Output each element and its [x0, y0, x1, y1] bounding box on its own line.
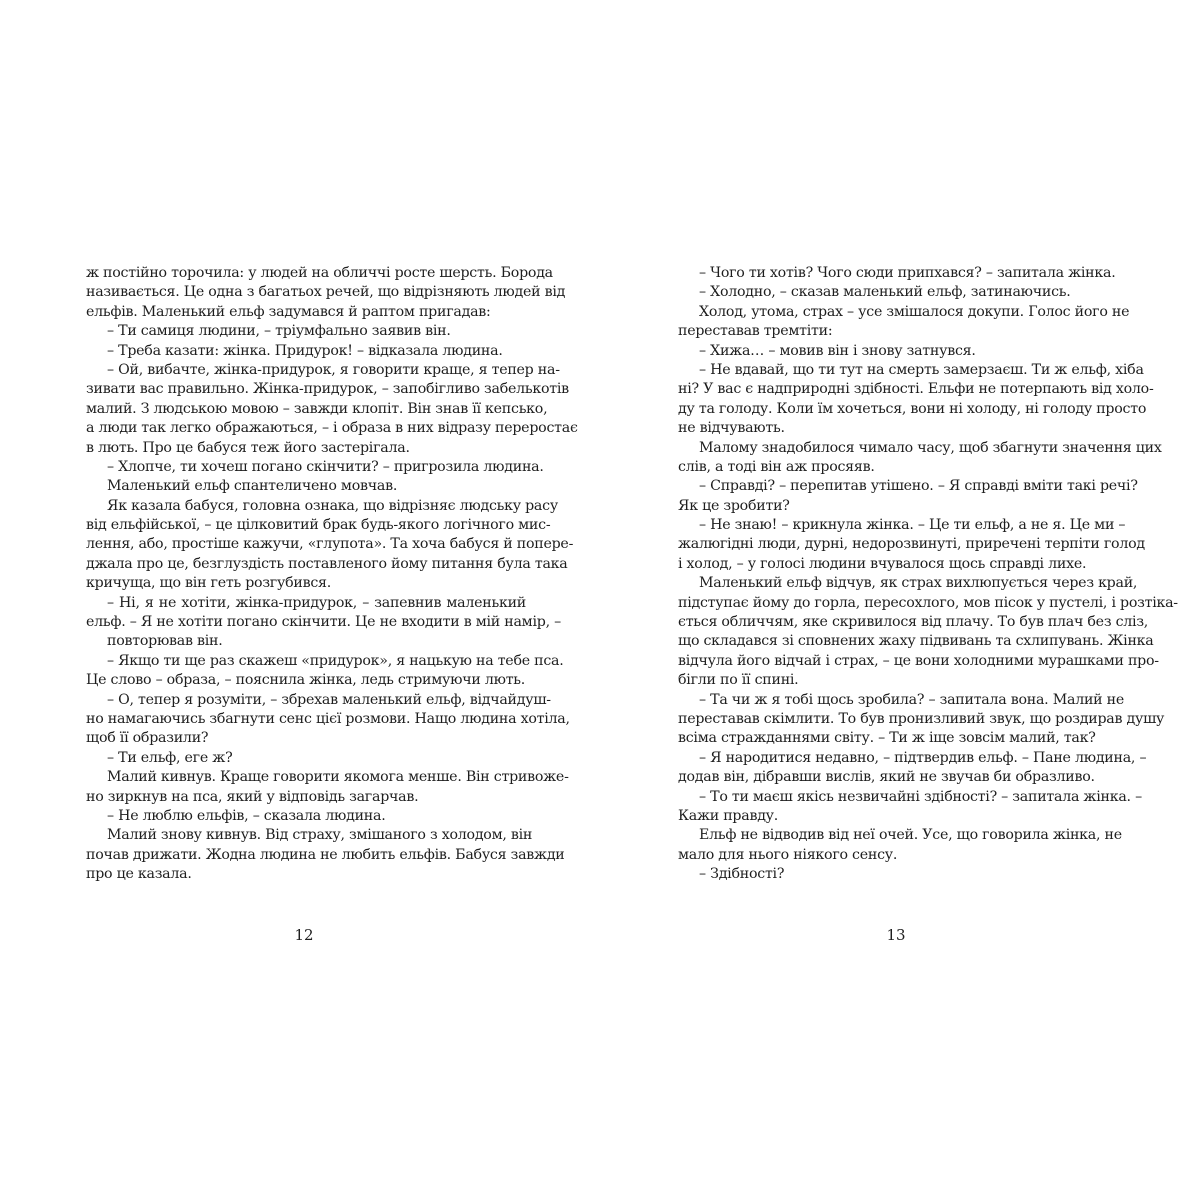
text-line: – Я народитися недавно, – підтвердив ельф. – Пане людина, –: [699, 749, 1147, 766]
right-page-text: [678, 264, 1178, 885]
text-line: ється обличчям, яке скривилося від плачу. То був плач без сліз,: [678, 614, 1149, 631]
text-line: почав дрижати. Жодна людина не любить ельфів. Бабуся завжди: [86, 846, 565, 863]
text-line: зивати вас правильно. Жінка-придурок, – запобігливо забелькотів: [86, 381, 569, 398]
text-line: – Справді? – перепитав утішено. – Я справді вміти такі речі?: [699, 478, 1138, 495]
text-line: мало для нього ніякого сенсу.: [678, 846, 898, 863]
text-line: переставав тремтіти:: [678, 323, 833, 340]
text-line: бігли по її спині.: [678, 672, 799, 689]
text-line: Ельф не відводив від неї очей. Усе, що говорила жінка, не: [699, 827, 1122, 844]
text-line: кричуща, що він геть розгубився.: [86, 575, 331, 592]
text-line: – Ні, я не хотіти, жінка-придурок, – запевнив маленький: [107, 594, 526, 611]
text-line: Малий кивнув. Краще говорити якомога менше. Він стривоже-: [107, 769, 569, 786]
text-line: Як казала бабуся, головна ознака, що відрізняє людську расу: [107, 497, 558, 514]
text-line: не відчувають.: [678, 420, 785, 437]
text-line: Це слово – образа, – пояснила жінка, ледь стримуючи лють.: [86, 672, 526, 689]
text-line: – То ти маєш якісь незвичайні здібності? – запитала жінка. –: [699, 788, 1142, 805]
text-line: джала про це, безглуздість поставленого йому питання була така: [86, 555, 568, 572]
text-line: – Чого ти хотів? Чого сюди припхався? – запитала жінка.: [699, 265, 1116, 281]
text-line: Маленький ельф відчув, як страх вихлюпується через край,: [699, 575, 1138, 592]
text-line: а люди так легко ображаються, – і образа в них відразу переростає: [86, 420, 578, 437]
text-line: – Холодно, – сказав маленький ельф, затинаючись.: [699, 284, 1071, 301]
text-line: і холод, – у голосі людини вчувалося щось справді лихе.: [678, 555, 1087, 572]
text-line: – Якщо ти ще раз скажеш «придурок», я нацькую на тебе пса.: [107, 652, 564, 669]
text-line: – Не вдавай, що ти тут на смерть замерзаєш. Ти ж ельф, хіба: [699, 361, 1144, 378]
text-line: – Хлопче, ти хочеш погано скінчити? – пригрозила людина.: [107, 458, 544, 475]
text-line: Маленький ельф спантеличено мовчав.: [107, 478, 398, 495]
text-line: Кажи правду.: [678, 807, 779, 824]
text-line: про це казала.: [86, 866, 192, 883]
text-line: – Не знаю! – крикнула жінка. – Це ти ельф, а не я. Це ми –: [699, 517, 1126, 534]
text-line: щоб її образили?: [86, 730, 209, 747]
text-line: жалюгідні люди, дурні, недорозвинуті, приречені терпіти голод: [678, 536, 1145, 553]
text-line: всіма стражданнями світу. – Ти ж іще зовсім малий, так?: [678, 730, 1096, 747]
left-page-text: [86, 264, 578, 885]
text-line: слів, а тоді він аж просяяв.: [678, 458, 875, 475]
text-line: Як це зробити?: [678, 497, 790, 514]
right-page-number: 13: [886, 926, 906, 944]
text-line: додав він, дібравши вислів, який не звучав би образливо.: [678, 769, 1095, 786]
text-line: Малий знову кивнув. Від страху, змішаного з холодом, він: [107, 827, 533, 844]
text-line: що складався зі сповнених жаху підвивань та схлипувань. Жінка: [678, 633, 1154, 650]
text-line: – Та чи ж я тобі щось зробила? – запитала вона. Малий не: [699, 691, 1124, 708]
text-line: – Треба казати: жінка. Придурок! – відказала людина.: [107, 342, 503, 359]
text-line: в лють. Про це бабуся теж його застерігала.: [86, 439, 410, 456]
text-line: но зиркнув на пса, який у відповідь загарчав.: [86, 788, 419, 805]
text-line: – Хижа… – мовив він і знову затнувся.: [699, 342, 976, 359]
text-line: від ельфійської, – це цілковитий брак будь-якого логічного мис-: [86, 517, 551, 534]
text-line: – Ти ельф, еге ж?: [107, 749, 233, 766]
text-line: – Не люблю ельфів, – сказала людина.: [107, 807, 386, 824]
text-line: Малому знадобилося чимало часу, щоб збагнути значення цих: [699, 439, 1162, 456]
text-line: підступає йому до горла, пересохлого, мов пісок у пустелі, і розтіка-: [678, 594, 1178, 611]
text-line: Холод, утома, страх – усе змішалося докупи. Голос його не: [699, 303, 1130, 320]
text-line: – Ой, вибачте, жінка-придурок, я говорити краще, я тепер на-: [107, 361, 560, 378]
text-line: – О, тепер я розуміти, – збрехав маленький ельф, відчайдуш-: [107, 691, 551, 708]
left-page-number: 12: [294, 926, 314, 944]
text-line: – Здібності?: [699, 866, 785, 883]
text-line: ж постійно торочила: у людей на обличчі росте шерсть. Борода: [86, 265, 553, 281]
text-line: малий. З людською мовою – завжди клопіт. Він знав її кепсько,: [86, 400, 548, 417]
text-line: називається. Це одна з багатьох речей, що відрізняють людей від: [86, 284, 566, 301]
text-line: переставав скімлити. То був пронизливий звук, що роздирав душу: [678, 710, 1165, 727]
text-line: ельфів. Маленький ельф задумався й раптом пригадав:: [86, 303, 491, 320]
text-line: – Ти самиця людини, – тріумфально заявив він.: [107, 323, 451, 340]
text-line: но намагаючись збагнути сенс цієї розмови. Нащо людина хотіла,: [86, 710, 570, 727]
text-line: ельф. – Я не хотіти погано скінчити. Це не входити в мій намір, –: [86, 614, 561, 631]
text-line: відчула його відчай і страх, – це вони холодними мурашками про-: [678, 652, 1159, 669]
text-line: ні? У вас є надприродні здібності. Ельфи не потерпають від холо-: [678, 381, 1154, 398]
text-line: повторював він.: [107, 633, 223, 650]
text-line: лення, або, простіше кажучи, «глупота». Та хоча бабуся й попере-: [86, 536, 574, 553]
text-line: ду та голоду. Коли їм хочеться, вони ні холоду, ні голоду просто: [678, 400, 1147, 417]
